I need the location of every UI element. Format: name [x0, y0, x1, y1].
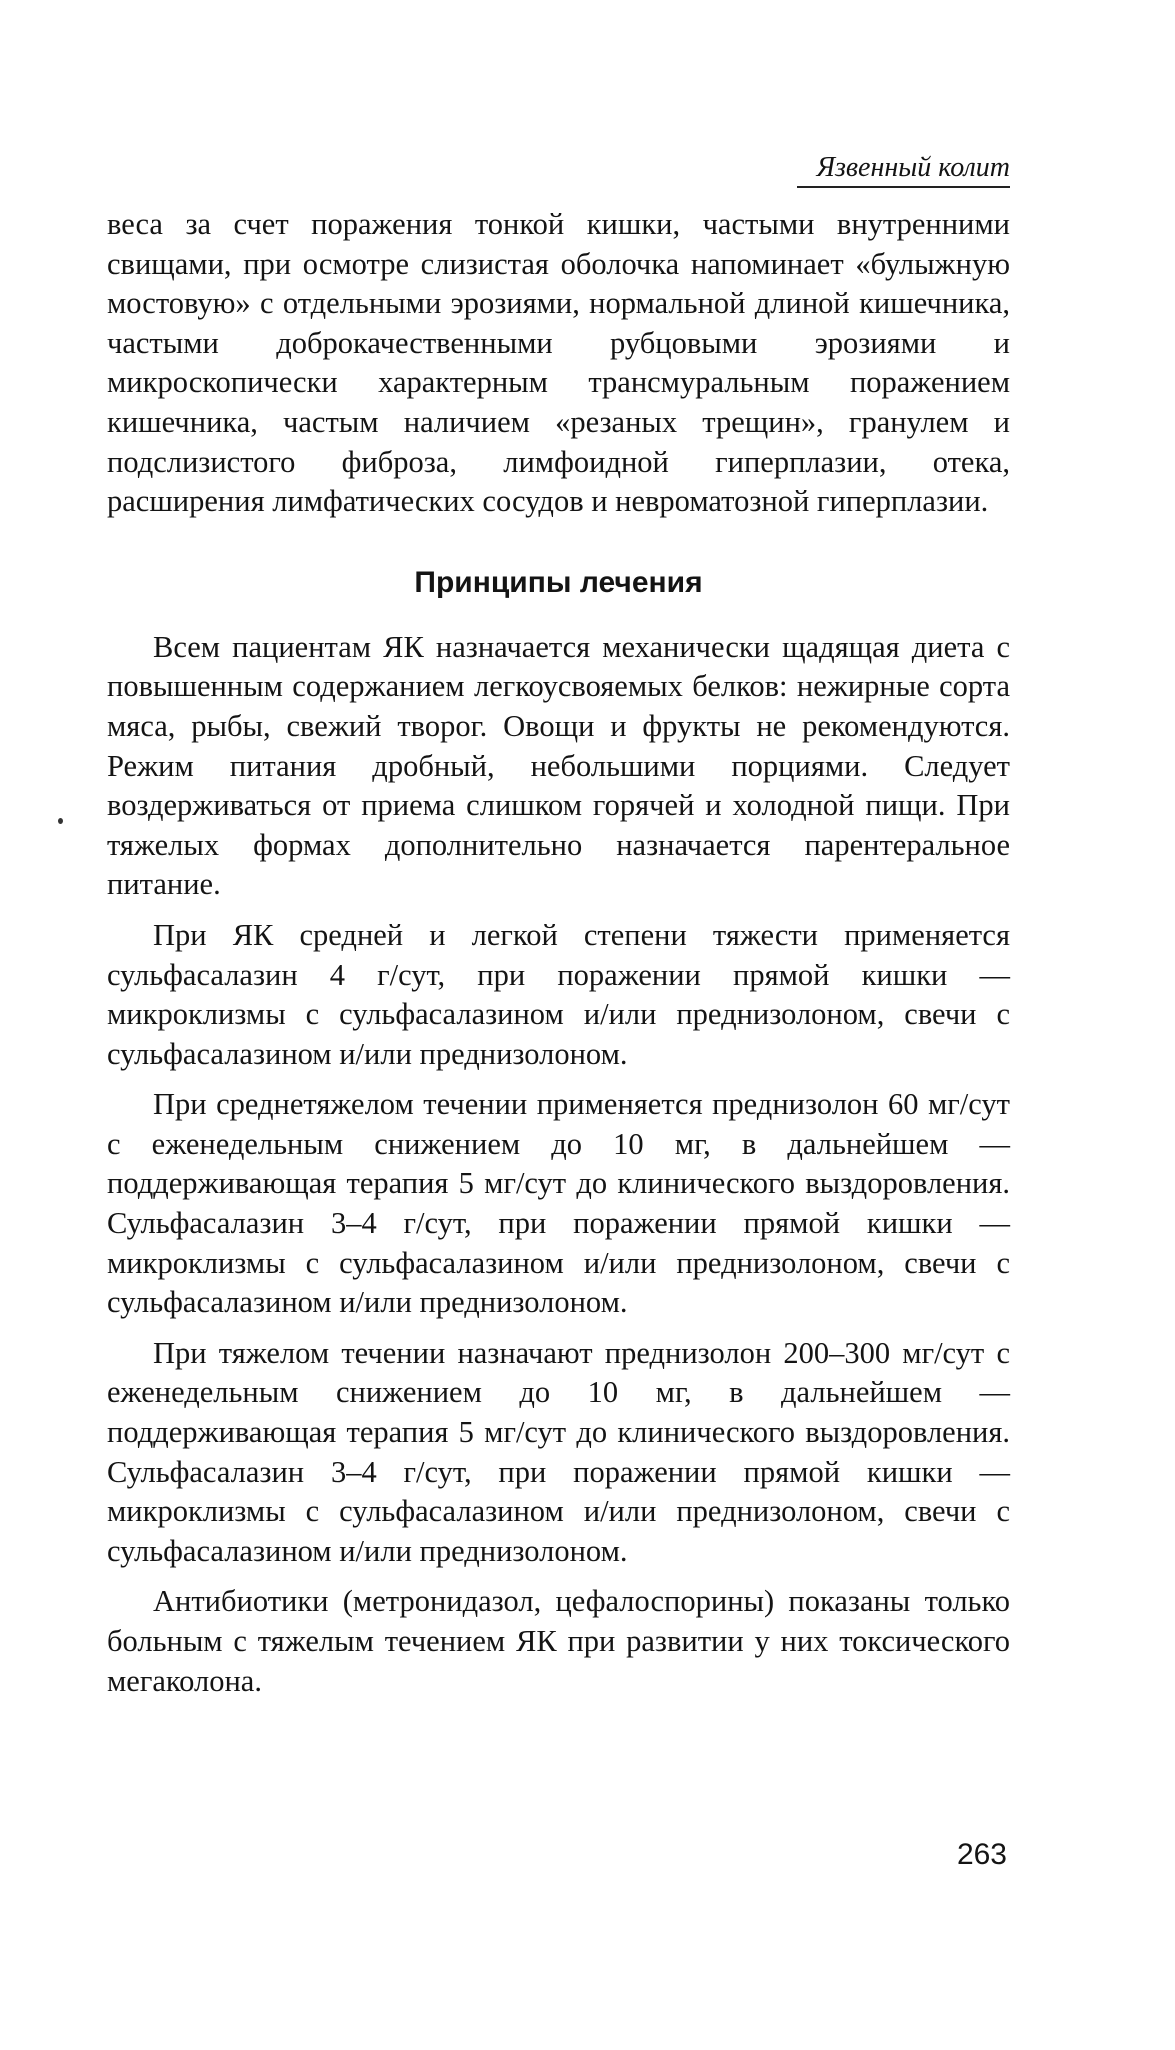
paragraph-mild: При ЯК средней и легкой степени тяжести применяется сульфасалазин 4 г/сут, при поражении прямой кишки — микроклизмы с сульфасалазином и/или преднизолоном, свечи с сульфасалазином и/или преднизолоном.: [107, 917, 1010, 1071]
scan-speck: [58, 818, 63, 824]
running-header: Язвенный колит: [797, 152, 1010, 188]
body-text: [107, 205, 1010, 1712]
paragraph-moderate: При среднетяжелом течении применяется преднизолон 60 мг/сут с еженедельным снижением до 10 мг, в дальнейшем — поддерживающая терапия 5 мг/сут до клинического выздоровления. Сульфасалазин 3–4 г/сут, при поражении прямой кишки — микроклизмы с сульфасалазином и/или преднизолоном, свечи с сульфасалазином и/или преднизолоном.: [107, 1087, 1010, 1320]
section-heading: Принципы лечения: [414, 565, 703, 599]
paragraph-severe: При тяжелом течении назначают преднизолон 200–300 мг/сут с еженедельным снижением до 10 мг, в дальнейшем — поддерживающая терапия 5 мг/сут до клинического выздоровления. Сульфасалазин 3–4 г/сут, при поражении прямой кишки — микроклизмы с сульфасалазином и/или преднизолоном, свечи с сульфасалазином и/или преднизолоном.: [107, 1335, 1010, 1568]
page-number: 263: [956, 1838, 1007, 1871]
continued-paragraph: веса за счет поражения тонкой кишки, частыми внутренними свищами, при осмотре слизистая оболочка напоминает «булыжную мостовую» с отдельными эрозиями, нормальной длиной кишечника, частыми доброкачественными рубцовыми эрозиями и микроскопически характерным трансмуральным поражением кишечника, частым наличием «резаных трещин», гранулем и подслизистого фиброза, лимфоидной гиперплазии, отека, расширения лимфатических сосудов и невроматозной гиперплазии.: [107, 207, 1010, 519]
paragraph-diet: Всем пациентам ЯК назначается механически щадящая диета с повышенным содержанием легкоусвояемых белков: нежирные сорта мяса, рыбы, свежий творог. Овощи и фрукты не рекомендуются. Режим питания дробный, небольшими порциями. Следует воздерживаться от приема слишком горячей и холодной пищи. При тяжелых формах дополнительно назначается парентеральное питание.: [107, 629, 1010, 902]
paragraph-antibiotics: Антибиотики (метронидазол, цефалоспорины) показаны только больным с тяжелым течением ЯК при развитии у них токсического мегаколона.: [107, 1584, 1010, 1698]
